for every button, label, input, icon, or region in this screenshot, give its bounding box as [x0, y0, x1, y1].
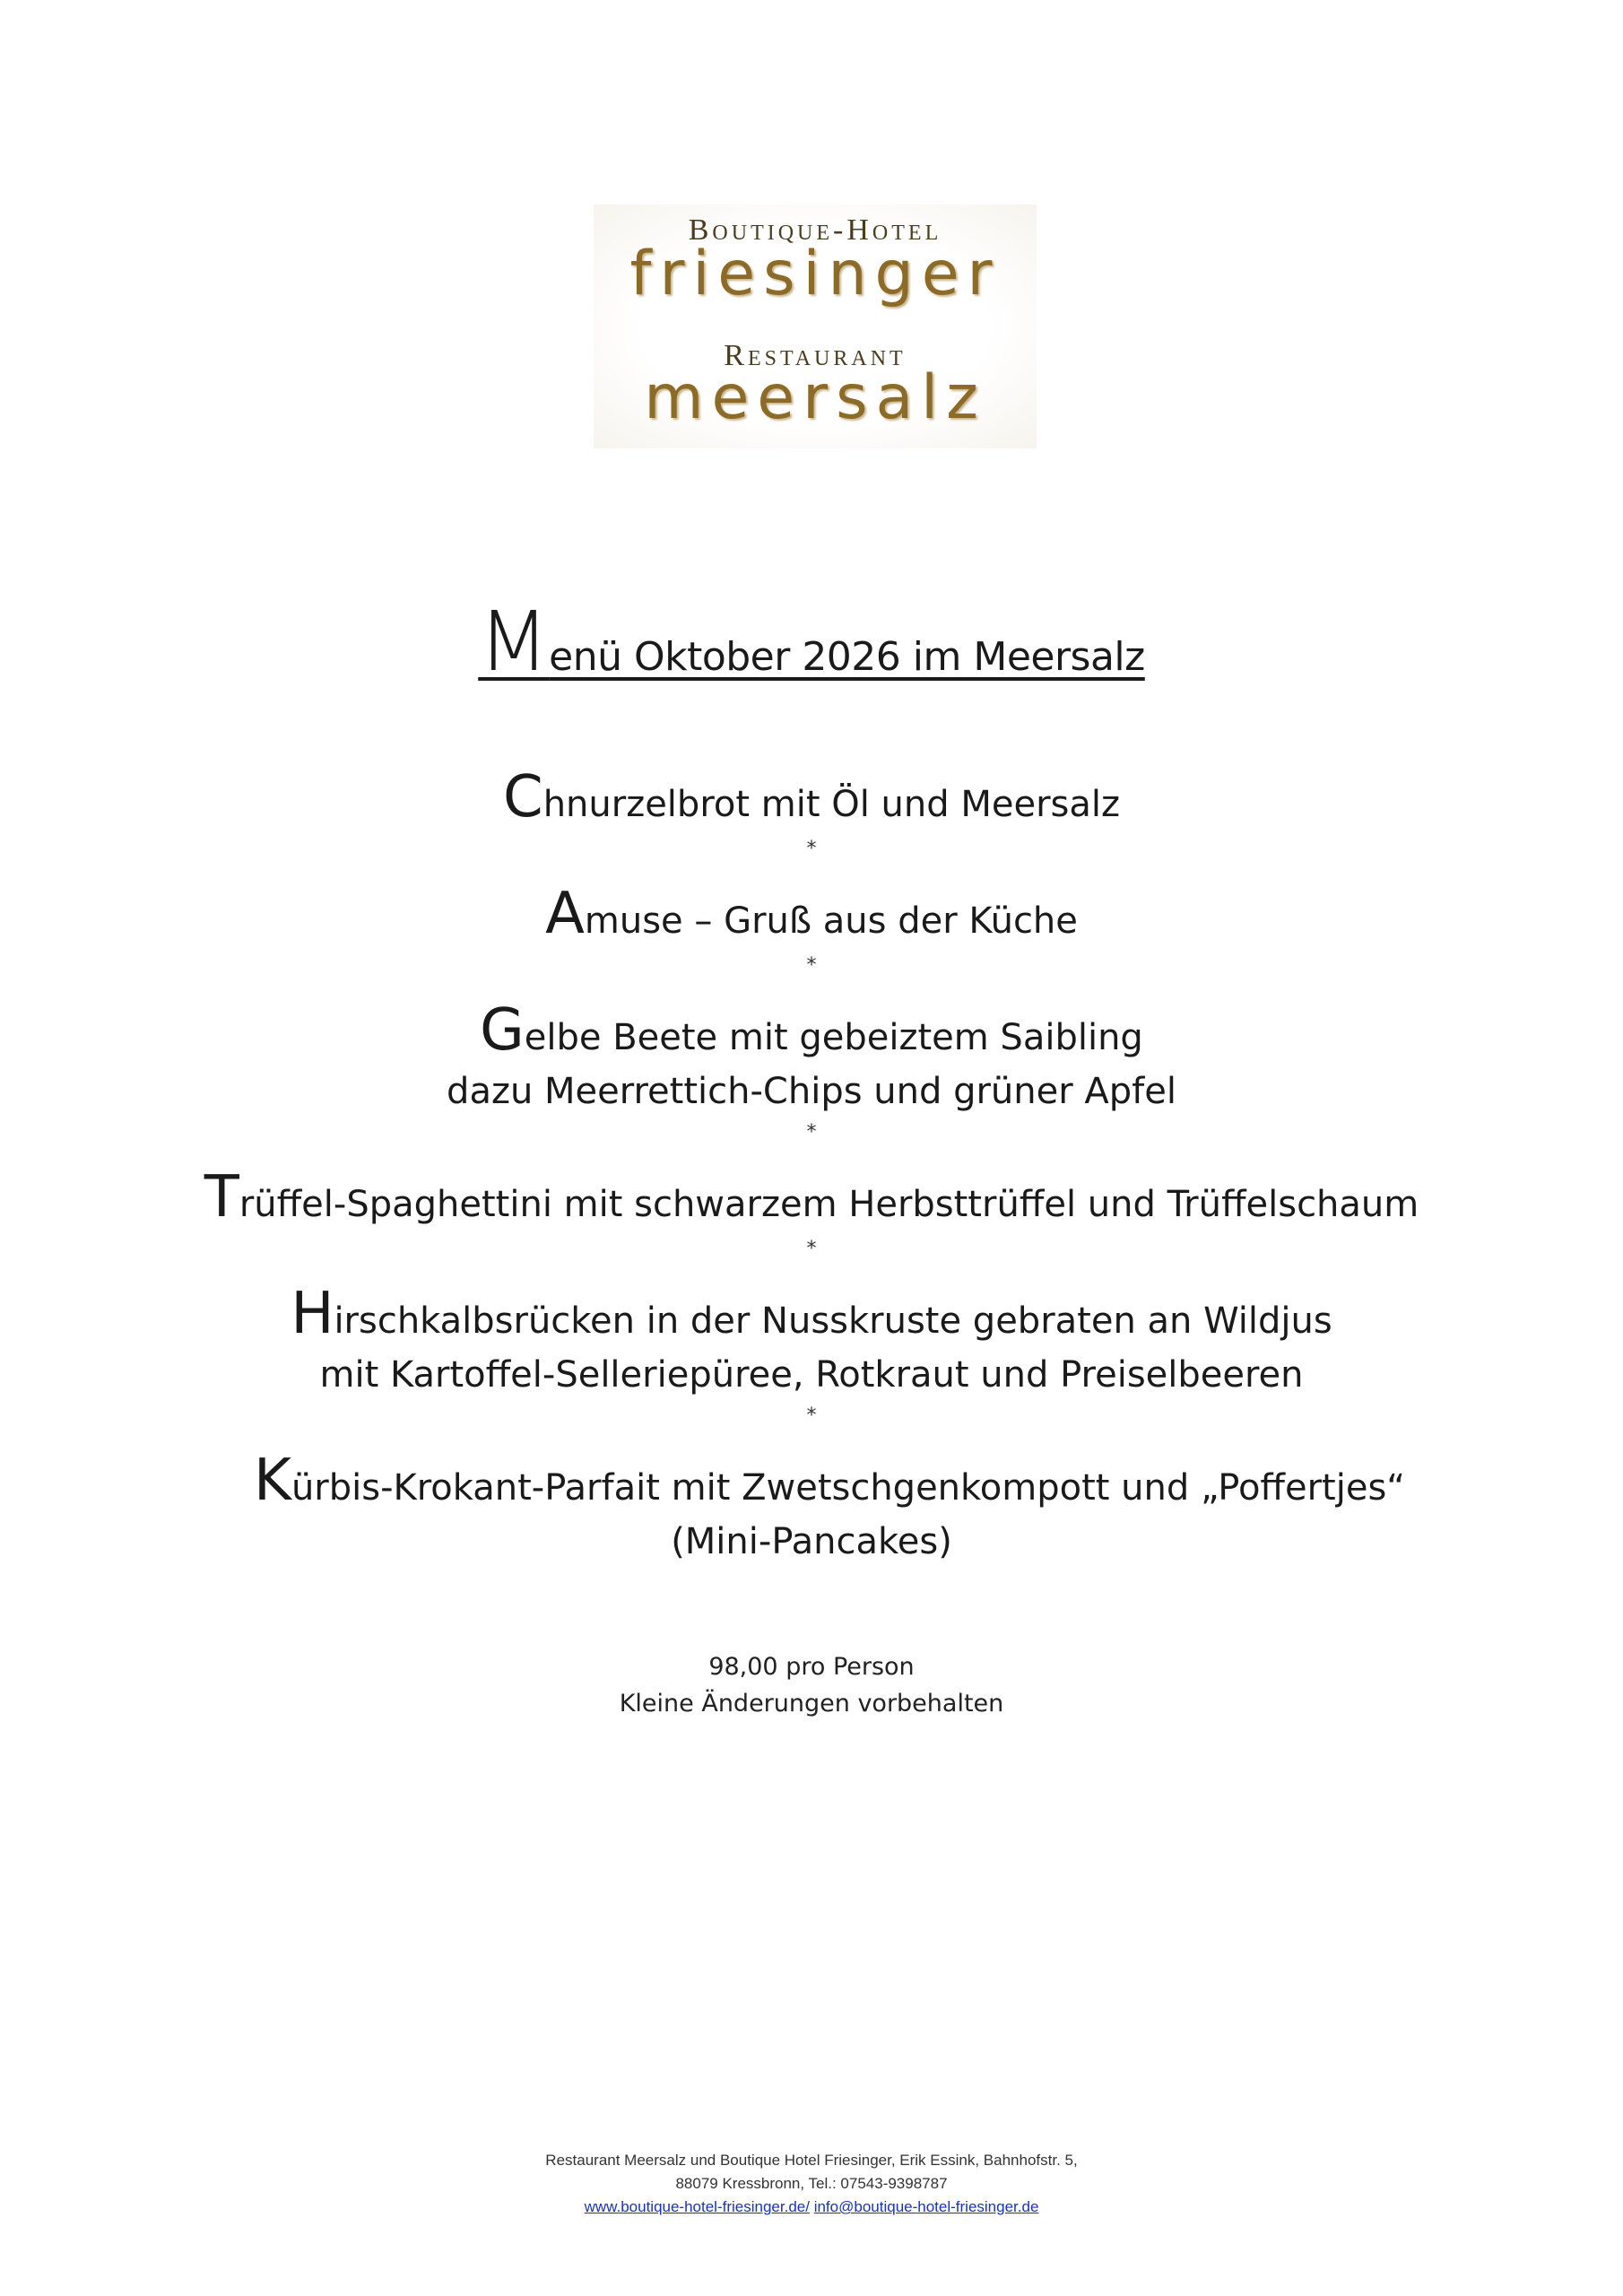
logo-line-friesinger: friesinger: [629, 239, 1001, 309]
course-4-initial: T: [204, 1164, 239, 1231]
footer-links: [0, 2198, 1623, 2216]
logo-line-restaurant: Restaurant: [724, 339, 907, 372]
menu-title-rest: enü Oktober 2026 im Meersalz: [549, 634, 1145, 680]
course-4-text: rüffel-Spaghettini mit schwarzem Herbsttrüffel und Trüffelschaum: [239, 1184, 1419, 1225]
footer-address-line-1: Restaurant Meersalz und Boutique Hotel Friesinger, Erik Essink, Bahnhofstr. 5,: [545, 2152, 1078, 2169]
course-2-line-1: [0, 881, 1623, 947]
logo-line-meersalz: meersalz: [644, 362, 986, 433]
email-link[interactable]: info@boutique-hotel-friesinger.de: [813, 2198, 1039, 2215]
course-separator: *: [806, 1121, 817, 1144]
website-link[interactable]: www.boutique-hotel-friesinger.de/: [584, 2198, 810, 2215]
course-1-text: hnurzelbrot mit Öl und Meersalz: [542, 784, 1120, 825]
menu-title: [0, 594, 1623, 690]
course-3-line-1: [0, 997, 1623, 1064]
course-2-text: muse – Gruß aus der Küche: [584, 900, 1078, 942]
menu-price: 98,00 pro Person: [708, 1653, 915, 1681]
course-2-initial: A: [545, 881, 585, 947]
course-1-line-1: [0, 764, 1623, 831]
course-separator: *: [806, 1238, 817, 1260]
course-6-line-2: (Mini-Pancakes): [671, 1521, 952, 1562]
course-1-initial: C: [503, 764, 543, 831]
footer-address-line-2: 88079 Kressbronn, Tel.: 07543-9398787: [675, 2175, 948, 2192]
course-3-text: elbe Beete mit gebeiztem Saibling: [524, 1017, 1143, 1058]
course-6-line-1: [36, 1448, 1623, 1514]
course-separator: *: [806, 954, 817, 977]
course-5-text: irschkalbsrücken in der Nusskruste gebraten an Wildjus: [334, 1300, 1332, 1342]
hotel-logo: [594, 204, 1037, 448]
course-3-line-2: dazu Meerrettich-Chips und grüner Apfel: [447, 1071, 1176, 1112]
course-3-initial: G: [480, 997, 525, 1064]
logo-line-boutique-hotel: Boutique-Hotel: [688, 213, 942, 247]
course-6-text: ürbis-Krokant-Parfait mit Zwetschgenkompott und „Poffertjes“: [291, 1467, 1406, 1509]
course-separator: *: [806, 838, 817, 860]
menu-note: Kleine Änderungen vorbehalten: [619, 1690, 1004, 1718]
course-separator: *: [806, 1405, 817, 1427]
course-5-line-2: mit Kartoffel-Selleriepüree, Rotkraut und Preiselbeeren: [319, 1354, 1304, 1396]
course-4-line-1: [0, 1164, 1623, 1231]
course-6-initial: K: [253, 1448, 291, 1514]
course-5-initial: H: [291, 1281, 334, 1347]
menu-title-initial: M: [478, 594, 550, 690]
course-5-line-1: [0, 1281, 1623, 1347]
